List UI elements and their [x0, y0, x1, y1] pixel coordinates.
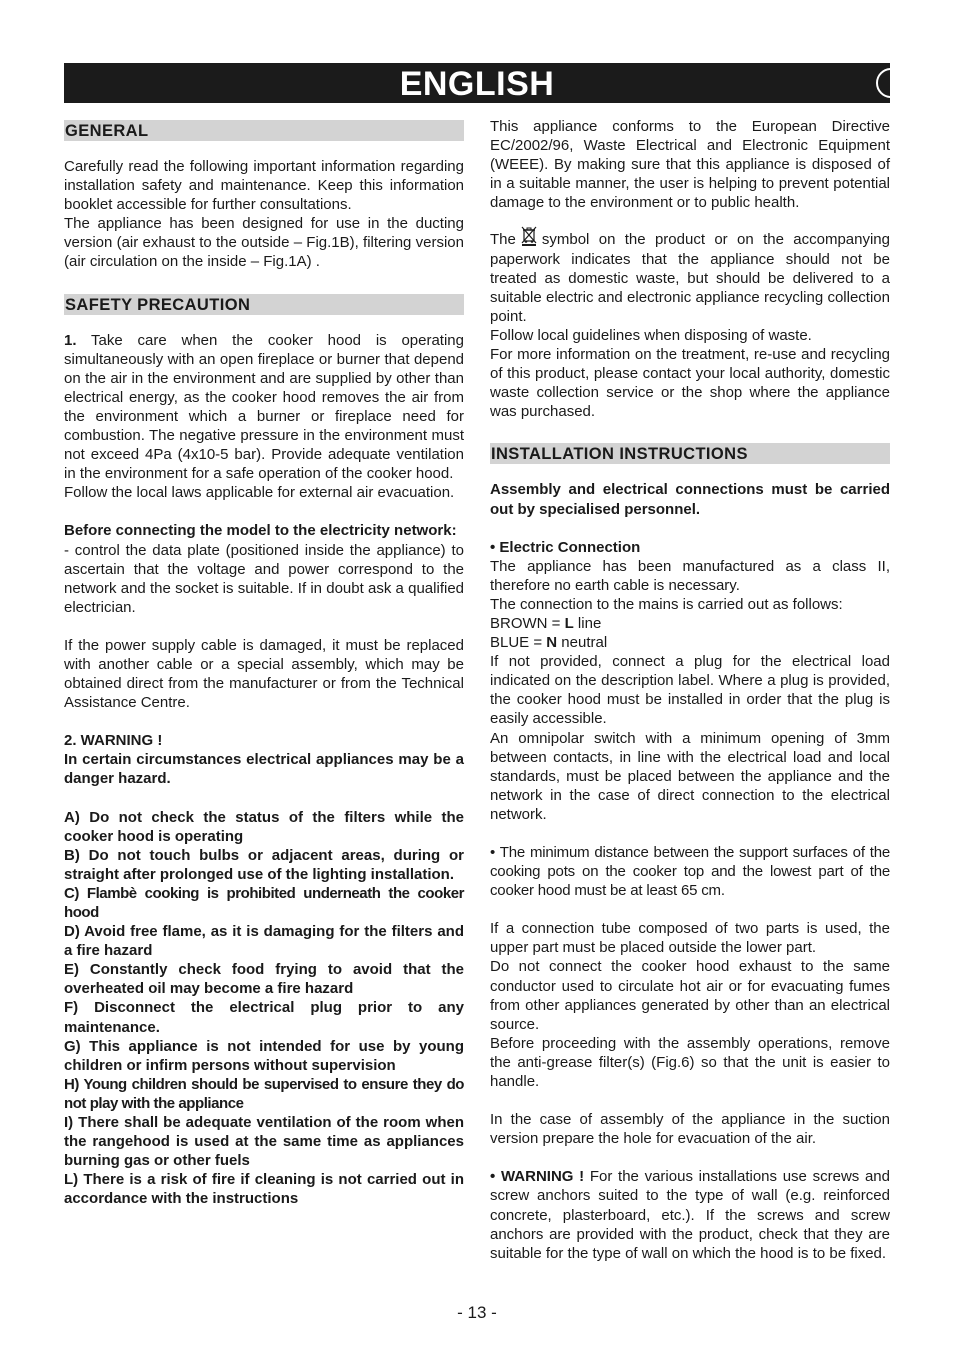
warning-b: B) Do not touch bulbs or adjacent areas, during or straight after prolonged use of the lighting installation. [64, 846, 464, 883]
brown-suffix: line [573, 614, 602, 632]
blue-wire-line [490, 633, 890, 652]
general-heading: GENERAL [64, 120, 464, 141]
warning-a: A) Do not check the status of the filters while the cooker hood is operating [64, 808, 464, 845]
warning-g: G) This appliance is not intended for use by young children or infirm persons without supervision [64, 1037, 464, 1074]
data-plate-paragraph: - control the data plate (positioned inside the appliance) to ascertain that the voltage and power correspond to the network and the socket is suitable. If in doubt ask a qualified electrician. [64, 541, 464, 616]
left-column [64, 120, 464, 1209]
page-title: ENGLISH [399, 65, 555, 103]
more-info-paragraph: For more information on the treatment, re-use and recycling of this product, please contact your local authority, domestic waste collection service or the shop where the appliance was purchased. [490, 346, 890, 421]
weee-symbol-paragraph [490, 226, 890, 325]
exhaust-paragraph: Do not connect the cooker hood exhaust to the same conductor used to circulate hot air or for evacuating fumes from other appliances generated by other than an electrical source. [490, 958, 890, 1033]
omnipolar-switch-paragraph: An omnipolar switch with a minimum opening of 3mm between contacts, in line with the electrical load and local standards, must be placed between the appliance and the network in the case of direct connection to the electrical network. [490, 729, 890, 823]
brown-wire-line [490, 614, 890, 633]
safety-item-1 [64, 331, 464, 484]
connection-tube-paragraph: If a connection tube composed of two parts is used, the upper part must be placed outside the lower part. [490, 920, 890, 957]
warning-text: For the various installations use screws and screw anchors suited to the type of wall (e.g. reinforced concrete, plasterboard, etc.). If the screws and screw anchors are provided with the product, check that they are suitable for the type of wall on which the hood is to be fixed. [490, 1168, 890, 1262]
right-column [490, 117, 890, 1263]
general-paragraph-2: The appliance has been designed for use in the ducting version (air exhaust to the outside – Fig.1B), filtering version (air circulation on the inside – Fig.1A) . [64, 215, 464, 271]
warning-2-text: In certain circumstances electrical appliances may be a danger hazard. [64, 751, 464, 788]
symbol-text-after: symbol on the product or on the accompanying paperwork indicates that the appliance should not be treated as domestic waste, but should be delivered to a suitable electric and electronic appliance recycling collection point. [490, 231, 890, 325]
minimum-distance-paragraph: • The minimum distance between the support surfaces of the cooking pots on the cooker top and the lowest part of the cooker hood must be at least 65 cm. [490, 844, 890, 900]
local-guidelines-paragraph: Follow local guidelines when disposing of waste. [490, 326, 812, 344]
crossed-out-wheelie-bin-icon [520, 226, 538, 246]
warning-h: H) Young children should be supervised to ensure they do not play with the appliance [64, 1075, 464, 1112]
warning-e: E) Constantly check food frying to avoid that the overheated oil may become a fire hazard [64, 961, 464, 998]
language-badge: GB [876, 68, 939, 98]
installation-heading: INSTALLATION INSTRUCTIONS [490, 443, 890, 464]
local-laws-paragraph: Follow the local laws applicable for external air evacuation. [64, 484, 455, 502]
installation-warning [490, 1167, 890, 1262]
safety-heading: SAFETY PRECAUTION [64, 294, 464, 315]
mains-paragraph: The connection to the mains is carried out as follows: [490, 595, 843, 613]
symbol-text-before: The [490, 231, 516, 249]
warning-d: D) Avoid free flame, as it is damaging for the filters and a fire hazard [64, 923, 464, 960]
filters-paragraph: Before proceeding with the assembly operations, remove the anti-grease filter(s) (Fig.6) so that the unit is easier to handle. [490, 1034, 890, 1091]
weee-paragraph: This appliance conforms to the European Directive EC/2002/96, Waste Electrical and Electronic Equipment (WEEE). By making sure that this appliance is disposed of in a suitable manner, the user is helping to prevent potential damage to the environment or to public health. [490, 118, 890, 212]
brown-letter: L [564, 614, 574, 632]
blue-suffix: neutral [557, 634, 608, 652]
language-banner [64, 63, 922, 103]
plug-paragraph: If not provided, connect a plug for the electrical load indicated on the description label. Where a plug is provided, the cooker hood must be installed in order that the plug is easily accessible. [490, 653, 890, 728]
warning-f: F) Disconnect the electrical plug prior to any maintenance. [64, 999, 464, 1036]
warning-c: C) Flambè cooking is prohibited underneath the cooker hood [64, 884, 464, 921]
blue-letter: N [546, 634, 558, 652]
item-text: Take care when the cooker hood is operating simultaneously with an open fireplace or burner that depend on the air in the environment and are supplied by other than electrical energy, as the cooker hood removes the air from the environment which a burner or fireplace need for combustion. The negative pressure in the environment must not exceed 4Pa (4x10-5 bar). Provide adequate ventilation in the environment for a safe operation of the cooker hood. [64, 331, 464, 483]
brown-label: BROWN = [490, 614, 565, 632]
class-ii-paragraph: The appliance has been manufactured as a class II, therefore no earth cable is necessary. [490, 557, 890, 594]
warning-label: • WARNING ! [490, 1168, 585, 1186]
assembly-note: Assembly and electrical connections must be carried out by specialised personnel. [490, 481, 890, 518]
suction-version-paragraph: In the case of assembly of the appliance in the suction version prepare the hole for evacuation of the air. [490, 1111, 890, 1148]
electric-connection-heading: • Electric Connection [490, 538, 641, 556]
before-connecting-heading: Before connecting the model to the electricity network: [64, 522, 457, 540]
general-paragraph-1: Carefully read the following important information regarding installation safety and maintenance. Keep this information booklet accessible for further consultations. [64, 158, 464, 214]
page-number: - 13 - [457, 1303, 497, 1322]
warning-2-label: 2. WARNING ! [64, 732, 163, 750]
warning-l: L) There is a risk of fire if cleaning is not carried out in accordance with the instructions [64, 1171, 464, 1208]
warning-i: I) There shall be adequate ventilation of the room when the rangehood is used at the same time as appliances burning gas or other fuels [64, 1114, 464, 1170]
power-cable-paragraph: If the power supply cable is damaged, it must be replaced with another cable or a special assembly, which may be obtained direct from the manufacturer or from the Technical Assistance Centre. [64, 636, 464, 712]
item-number: 1. [64, 331, 77, 349]
blue-label: BLUE = [490, 634, 547, 652]
